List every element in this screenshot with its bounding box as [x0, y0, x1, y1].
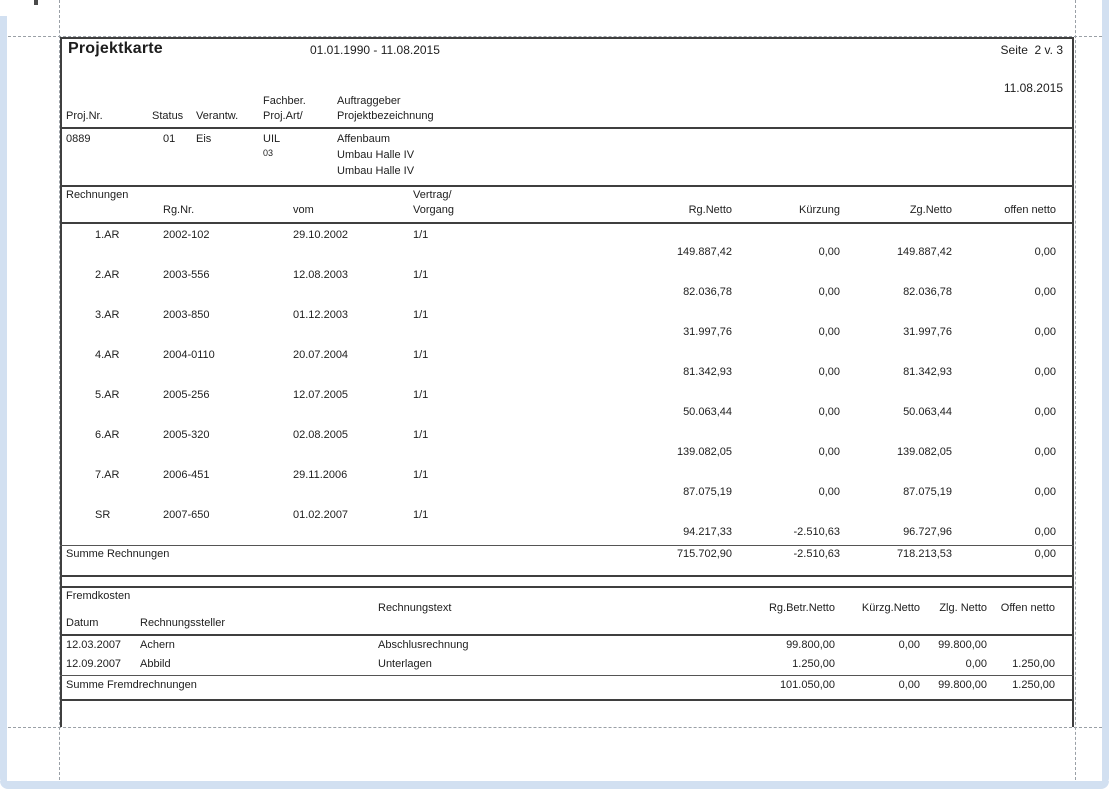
- invoice-zg-netto: 82.036,78: [903, 286, 952, 298]
- invoice-label: 6.AR: [95, 429, 120, 441]
- col-header-rg-betr-netto: Rg.Betr.Netto: [768, 602, 835, 614]
- invoice-rg-nr: 2003-850: [163, 309, 210, 321]
- invoice-vorgang: 1/1: [413, 429, 429, 441]
- project-number: 0889: [66, 133, 91, 145]
- invoice-rg-netto: 81.342,93: [683, 366, 732, 378]
- col-header-offen-netto-fk: Offen netto: [1000, 602, 1055, 614]
- invoice-vom: 29.11.2006: [293, 469, 348, 481]
- project-bezeichnung-1: Umbau Halle IV: [337, 149, 415, 161]
- fk-zlg-netto: 99.800,00: [938, 639, 987, 651]
- invoice-rg-nr: 2006-451: [163, 469, 210, 481]
- project-auftraggeber: Affenbaum: [337, 133, 391, 145]
- invoice-rg-nr: 2005-256: [163, 389, 210, 401]
- invoice-vom: 12.07.2005: [293, 389, 349, 401]
- col-header-kuerzung: Kürzung: [799, 204, 840, 216]
- col-header-rg-netto: Rg.Netto: [688, 204, 732, 216]
- fk-rechnungssteller: Achern: [140, 639, 175, 651]
- invoice-offen-netto: 0,00: [1034, 486, 1056, 498]
- invoice-zg-netto: 87.075,19: [903, 486, 952, 498]
- fremdkosten-total-line: [60, 675, 1074, 676]
- invoice-vorgang: 1/1: [413, 389, 429, 401]
- col-header-rechnungssteller: Rechnungssteller: [140, 617, 225, 629]
- col-header-projektbezeichnung: Projektbezeichnung: [337, 110, 434, 122]
- fk-rg-betr-netto: 1.250,00: [792, 658, 835, 670]
- invoice-zg-netto: 139.082,05: [896, 446, 952, 458]
- rechnungen-top-line: [60, 185, 1074, 187]
- col-header-status: Status: [152, 110, 184, 122]
- invoice-rg-netto: 149.887,42: [676, 246, 732, 258]
- page-title: Projektkarte: [68, 40, 163, 57]
- col-header-vom: vom: [293, 204, 314, 216]
- window-frame-left: [0, 16, 7, 785]
- invoice-label: 2.AR: [95, 269, 120, 281]
- fk-datum: 12.09.2007: [66, 658, 122, 670]
- invoice-offen-netto: 0,00: [1034, 286, 1056, 298]
- fk-zlg-netto: 0,00: [965, 658, 987, 670]
- invoices-total-label: Summe Rechnungen: [66, 548, 170, 560]
- frame-left-line: [60, 37, 62, 727]
- invoice-kuerzung: 0,00: [818, 486, 840, 498]
- invoice-zg-netto: 81.342,93: [903, 366, 952, 378]
- invoice-vom: 20.07.2004: [293, 349, 349, 361]
- invoice-vorgang: 1/1: [413, 269, 429, 281]
- invoice-kuerzung: 0,00: [818, 286, 840, 298]
- invoice-zg-netto: 50.063,44: [903, 406, 952, 418]
- frame-right-line: [1072, 37, 1074, 727]
- col-header-zlg-netto: Zlg. Netto: [939, 602, 987, 614]
- fremdkosten-bottom-line: [60, 699, 1074, 701]
- invoice-offen-netto: 0,00: [1034, 246, 1056, 258]
- fk-rechnungstext: Abschlusrechnung: [378, 639, 469, 651]
- fk-total-rg-betr-netto: 101.050,00: [779, 679, 835, 691]
- col-header-fachber: Fachber.: [263, 95, 306, 107]
- invoice-label: 4.AR: [95, 349, 120, 361]
- col-header-kuerzg-netto: Kürzg.Netto: [861, 602, 920, 614]
- fremdkosten-header-line: [60, 634, 1074, 636]
- invoice-vorgang: 1/1: [413, 229, 429, 241]
- col-header-vorgang: Vorgang: [413, 204, 454, 216]
- project-status: 01: [163, 133, 176, 145]
- invoice-vorgang: 1/1: [413, 469, 429, 481]
- col-header-rg-nr: Rg.Nr.: [163, 204, 195, 216]
- col-header-rechnungstext: Rechnungstext: [378, 602, 452, 614]
- invoices-total-offen-netto: 0,00: [1034, 548, 1056, 560]
- fk-total-label: Summe Fremdrechnungen: [66, 679, 197, 691]
- invoice-kuerzung: 0,00: [818, 246, 840, 258]
- rechnungen-header-line: [60, 222, 1074, 224]
- invoice-label: SR: [95, 509, 111, 521]
- invoice-kuerzung: 0,00: [818, 446, 840, 458]
- fk-datum: 12.03.2007: [66, 639, 122, 651]
- rechnungen-section-label: Rechnungen: [66, 189, 129, 201]
- invoice-label: 1.AR: [95, 229, 120, 241]
- invoice-kuerzung: 0,00: [818, 326, 840, 338]
- project-art: 03: [263, 148, 274, 158]
- col-header-datum: Datum: [66, 617, 99, 629]
- fremdkosten-top-line: [60, 586, 1074, 588]
- fk-rechnungssteller: Abbild: [140, 658, 171, 670]
- project-bezeichnung-2: Umbau Halle IV: [337, 165, 415, 177]
- invoice-vom: 12.08.2003: [293, 269, 349, 281]
- invoice-label: 7.AR: [95, 469, 120, 481]
- invoice-offen-netto: 0,00: [1034, 526, 1056, 538]
- invoice-vorgang: 1/1: [413, 309, 429, 321]
- invoice-zg-netto: 96.727,96: [903, 526, 952, 538]
- fremdkosten-section-label: Fremdkosten: [66, 590, 131, 602]
- page-number: Seite 2 v. 3: [1000, 43, 1063, 57]
- invoice-rg-netto: 87.075,19: [683, 486, 732, 498]
- invoice-kuerzung: 0,00: [818, 366, 840, 378]
- project-fachber: UIL: [263, 133, 281, 145]
- project-verantw: Eis: [196, 133, 212, 145]
- invoice-rg-netto: 139.082,05: [676, 446, 732, 458]
- invoice-label: 5.AR: [95, 389, 120, 401]
- fk-rg-betr-netto: 99.800,00: [786, 639, 835, 651]
- window-frame-right: [1102, 0, 1109, 785]
- invoice-offen-netto: 0,00: [1034, 446, 1056, 458]
- invoice-offen-netto: 0,00: [1034, 326, 1056, 338]
- invoice-vom: 29.10.2002: [293, 229, 349, 241]
- col-header-verantw: Verantw.: [196, 110, 239, 122]
- top-edge-mark: [34, 0, 38, 5]
- invoice-rg-nr: 2003-556: [163, 269, 210, 281]
- rechnungen-total-line: [60, 545, 1074, 546]
- invoices-total-rg-netto: 715.702,90: [676, 548, 732, 560]
- col-header-vertrag: Vertrag/: [413, 189, 452, 201]
- col-header-offen-netto: offen netto: [1004, 204, 1056, 216]
- invoice-label: 3.AR: [95, 309, 120, 321]
- invoice-zg-netto: 31.997,76: [903, 326, 952, 338]
- print-date: 11.08.2015: [1003, 81, 1063, 95]
- window-frame-bottom: [0, 781, 1109, 789]
- invoice-vom: 02.08.2005: [293, 429, 349, 441]
- invoice-rg-netto: 82.036,78: [683, 286, 732, 298]
- invoice-vom: 01.02.2007: [293, 509, 349, 521]
- fk-total-kuerzg-netto: 0,00: [898, 679, 920, 691]
- fk-total-zlg-netto: 99.800,00: [938, 679, 987, 691]
- invoice-rg-netto: 31.997,76: [683, 326, 732, 338]
- invoice-rg-nr: 2007-650: [163, 509, 210, 521]
- invoices-total-kuerzung: -2.510,63: [793, 548, 840, 560]
- fk-offen-netto: 1.250,00: [1012, 658, 1055, 670]
- invoice-vorgang: 1/1: [413, 349, 429, 361]
- invoice-vom: 01.12.2003: [293, 309, 349, 321]
- invoice-offen-netto: 0,00: [1034, 406, 1056, 418]
- col-header-proj-nr: Proj.Nr.: [66, 110, 103, 122]
- col-header-auftraggeber: Auftraggeber: [337, 95, 401, 107]
- invoice-offen-netto: 0,00: [1034, 366, 1056, 378]
- margin-guide-bottom: [8, 727, 1102, 728]
- invoice-rg-nr: 2005-320: [163, 429, 210, 441]
- rechnungen-bottom-line: [60, 575, 1074, 577]
- invoice-zg-netto: 149.887,42: [896, 246, 952, 258]
- frame-top-line: [60, 37, 1074, 39]
- fk-kuerzg-netto: 0,00: [898, 639, 920, 651]
- col-header-proj-art: Proj.Art/: [263, 110, 303, 122]
- invoice-rg-netto: 94.217,33: [683, 526, 732, 538]
- report-date-range: 01.01.1990 - 11.08.2015: [310, 43, 440, 57]
- fk-rechnungstext: Unterlagen: [378, 658, 432, 670]
- invoice-rg-nr: 2004-0110: [163, 349, 215, 361]
- invoice-kuerzung: -2.510,63: [793, 526, 840, 538]
- invoice-rg-netto: 50.063,44: [683, 406, 732, 418]
- invoices-total-zg-netto: 718.213,53: [896, 548, 952, 560]
- invoice-kuerzung: 0,00: [818, 406, 840, 418]
- col-header-zg-netto: Zg.Netto: [909, 204, 952, 216]
- invoice-rg-nr: 2002-102: [163, 229, 210, 241]
- margin-guide-right: [1075, 0, 1076, 780]
- invoice-vorgang: 1/1: [413, 509, 429, 521]
- fk-total-offen-netto: 1.250,00: [1012, 679, 1055, 691]
- header-bottom-line: [60, 127, 1074, 129]
